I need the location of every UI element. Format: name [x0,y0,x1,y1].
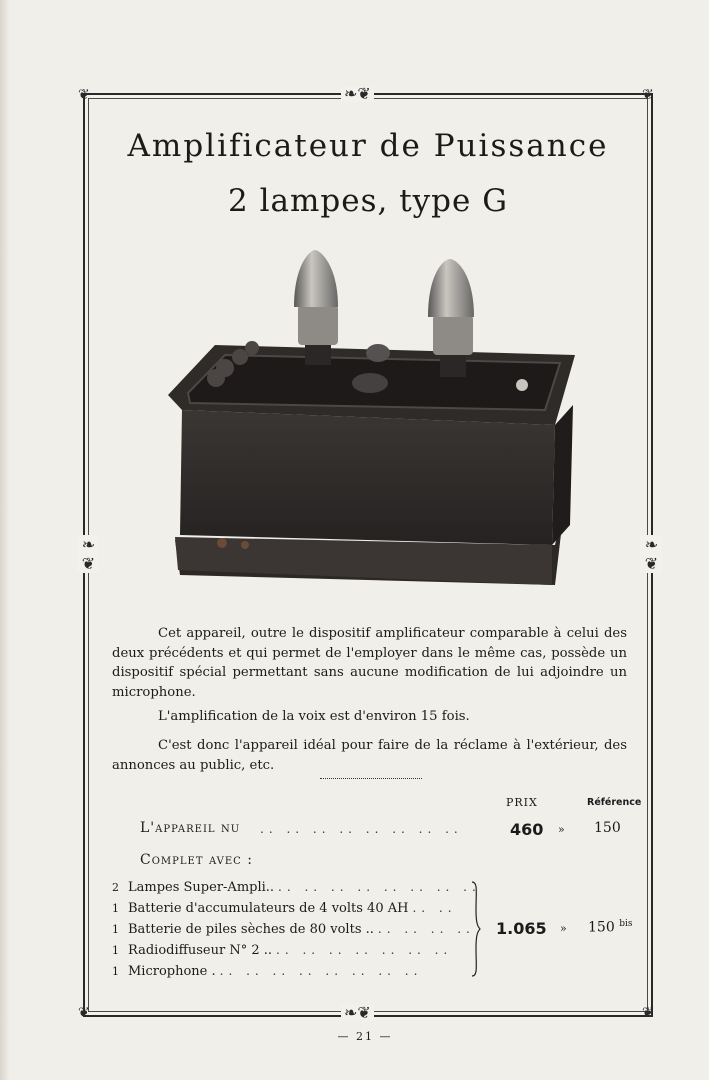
item-label: Batterie de piles sèches de 80 volts .. [128,922,374,937]
leader-dots: .. .. .. .. .. .. .. .. [219,964,423,978]
appareil-nu-reference: 150 [594,820,621,836]
appareil-nu-label: L'appareil nu [140,820,241,836]
amplifier-photo-icon [160,245,580,595]
leader-dots: .. .. [412,901,457,915]
complet-avec-label: Complet avec : [140,852,254,868]
page-edge [0,0,10,1080]
page-subtitle: 2 lampes, type G [228,183,508,219]
price-quote-mark: » [558,823,565,836]
description-paragraph-1: Cet appareil, outre le dispositif amplificateur comparable à celui des deux précédents et qui permet de l'employer dans le même cas, possède un dispositif spécial permettant sans aucune modification de lui adjoindre un microphone. [112,626,627,700]
item-label: Lampes Super-Ampli.. [128,880,275,895]
list-item [112,880,481,895]
description-paragraph-2: L'amplification de la voix est d'environ 15 fois. [158,709,470,724]
corner-ornament-icon: ❦ [642,1005,654,1021]
reference-header: Référence [587,797,642,808]
item-quantity: 1 [112,923,119,936]
curly-brace-icon [470,880,482,978]
leader-dots: .. .. .. .. .. .. .. [276,943,453,957]
complet-reference-suffix: bis [619,919,633,929]
appareil-nu-price: 460 [510,820,544,839]
right-ornament-icon: ❧❦ [642,535,661,573]
item-quantity: 2 [112,881,119,894]
corner-ornament-icon: ❦ [642,87,654,103]
item-quantity: 1 [112,902,119,915]
page-number: — 21 — [337,1030,393,1043]
list-item [112,922,475,937]
leader-dots: .. .. .. .. .. .. .. .. [260,822,463,836]
complet-price: 1.065 [496,919,547,938]
list-item [112,943,452,958]
corner-ornament-icon: ❦ [78,1005,90,1021]
item-quantity: 1 [112,944,119,957]
leader-dots: .. .. .. .. [377,922,475,936]
left-ornament-icon: ❧❦ [79,535,98,573]
item-quantity: 1 [112,965,119,978]
complet-reference [588,919,632,936]
bottom-ornament-icon: ❧❦ [341,1005,374,1021]
item-label: Batterie d'accumulateurs de 4 volts 40 AH [128,901,409,916]
top-ornament-icon: ❧❦ [341,86,374,102]
dotted-separator [320,778,422,779]
complet-reference-number: 150 [588,919,615,936]
description-paragraph-3: C'est donc l'appareil idéal pour faire de la réclame à l'extérieur, des annonces au public, etc. [112,738,627,773]
leader-dots: .. .. .. .. .. .. .. .. [278,880,481,894]
list-item [112,964,422,979]
list-item [112,901,457,916]
corner-ornament-icon: ❦ [78,87,90,103]
price-quote-mark: » [560,922,567,935]
item-label: Microphone . [128,964,216,979]
price-header: PRIX [506,796,538,809]
page-title: Amplificateur de Puissance [127,128,609,164]
item-label: Radiodiffuseur N° 2 .. [128,943,272,958]
